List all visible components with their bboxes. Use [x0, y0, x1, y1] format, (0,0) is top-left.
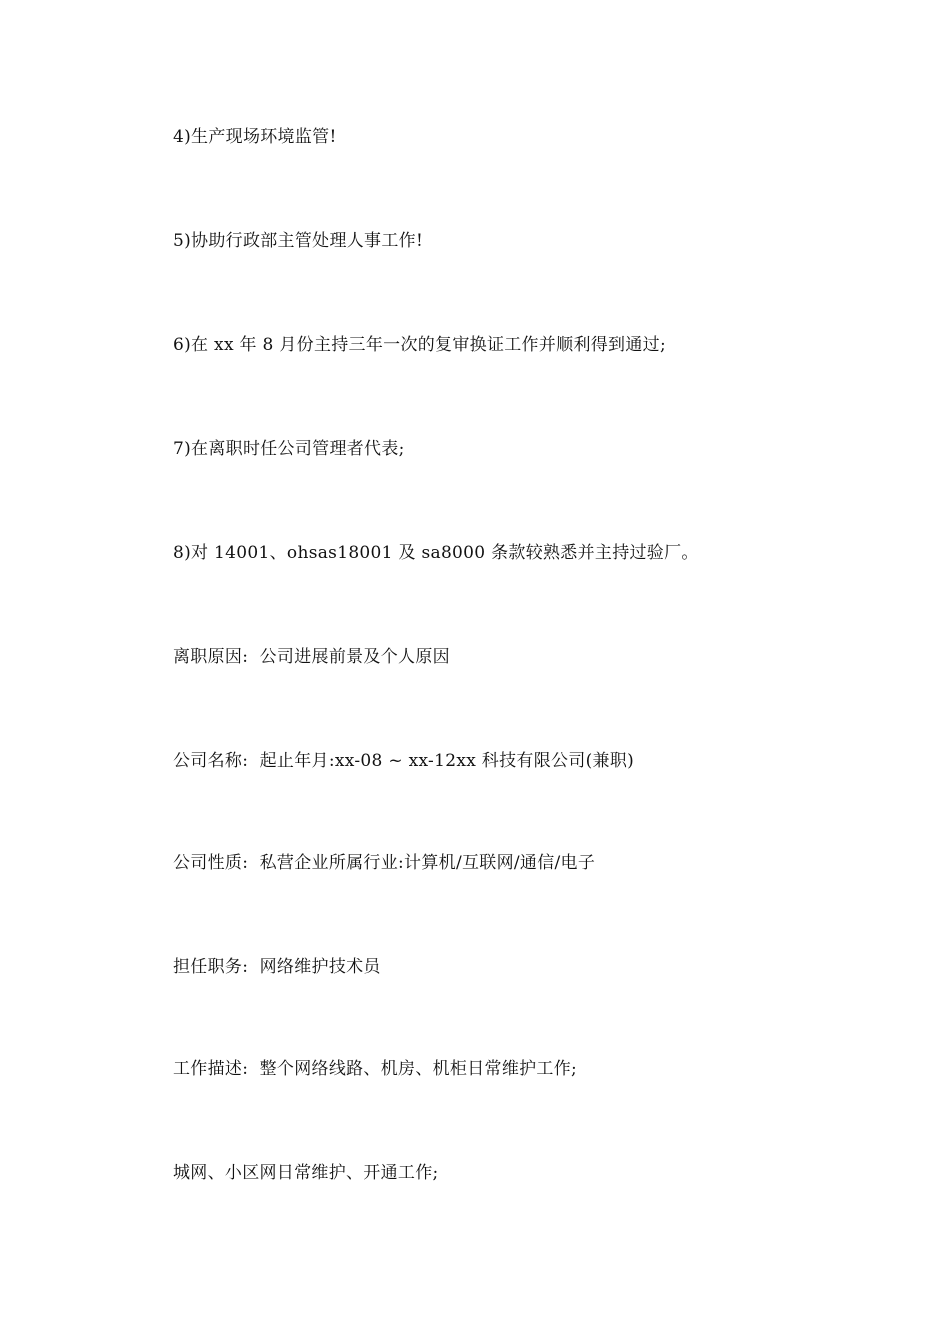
duty-item-6: 6)在 xx 年 8 月份主持三年一次的复审换证工作并顺利得到通过; — [173, 335, 666, 355]
duty-item-8: 8)对 14001、ohsas18001 及 sa8000 条款较熟悉并主持过验厂。 — [173, 543, 699, 563]
duty-item-5: 5)协助行政部主管处理人事工作! — [173, 231, 424, 251]
position-held: 担任职务: 网络维护技术员 — [173, 957, 381, 977]
duty-item-4: 4)生产现场环境监管! — [173, 127, 337, 147]
duty-item-7: 7)在离职时任公司管理者代表; — [173, 439, 405, 459]
job-description-continued: 城网、小区网日常维护、开通工作; — [173, 1163, 439, 1183]
leave-reason: 离职原因: 公司进展前景及个人原因 — [173, 647, 450, 667]
company-name: 公司名称: 起止年月:xx-08 ~ xx-12xx 科技有限公司(兼职) — [173, 751, 635, 771]
job-description: 工作描述: 整个网络线路、机房、机柜日常维护工作; — [173, 1059, 578, 1079]
company-nature: 公司性质: 私营企业所属行业:计算机/互联网/通信/电子 — [173, 853, 596, 873]
